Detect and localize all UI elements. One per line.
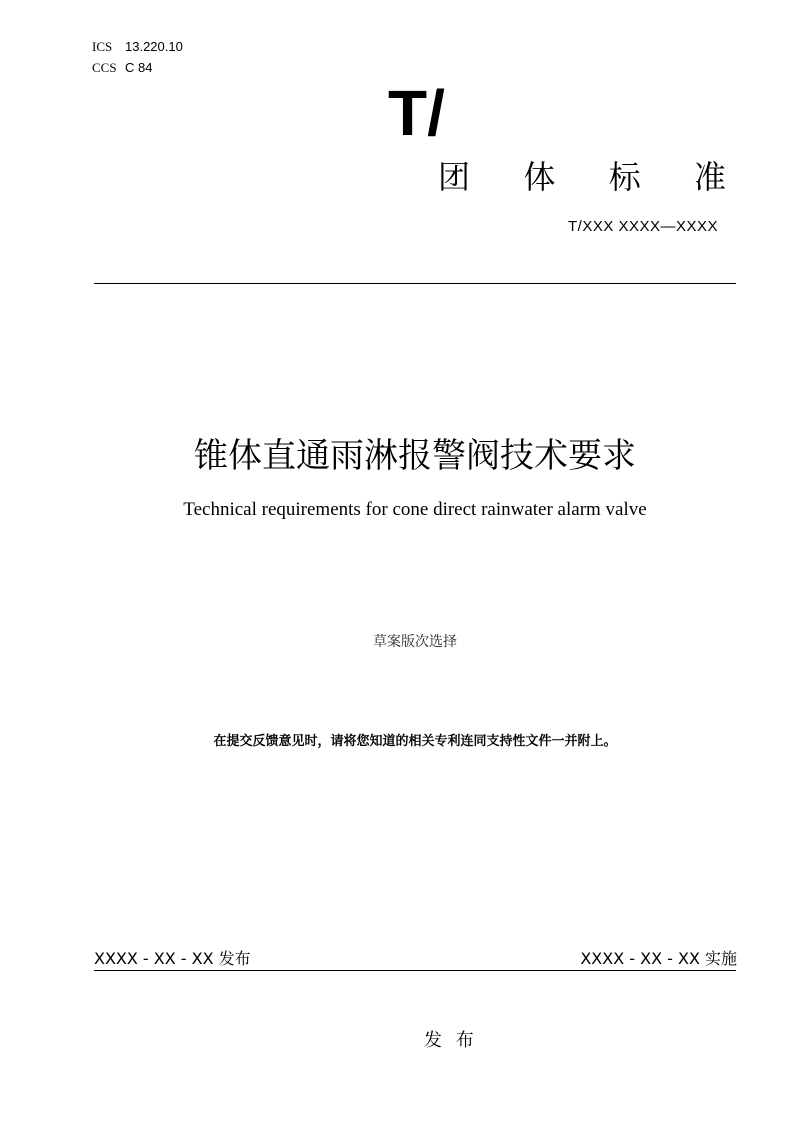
title-chinese: 锥体直通雨淋报警阀技术要求 (194, 436, 636, 476)
patent-notice: 在提交反馈意见时，请将您知道的相关专利连同支持性文件一并附上。 (213, 734, 617, 749)
ccs-value: C 84 (125, 60, 153, 75)
draft-version: 草案版次选择 (373, 634, 457, 650)
standard-type: 团 体 标 准 (438, 158, 738, 196)
title-english: Technical requirements for cone direct rainwater alarm valve (183, 499, 647, 520)
implement-date: XXXX - XX - XX 实施 (580, 949, 737, 968)
group-standard-logo: T/ (388, 77, 445, 149)
publish-date: XXXX - XX - XX 发布 (94, 949, 251, 968)
ics-value: 13.220.10 (125, 39, 183, 54)
standard-number: T/XXX XXXX—XXXX (568, 218, 719, 235)
footer-divider (94, 970, 736, 971)
issuer: 发 布 (424, 1030, 478, 1051)
header-divider (94, 283, 736, 284)
ics-label: ICS (92, 39, 113, 54)
ccs-label: CCS (92, 60, 117, 75)
